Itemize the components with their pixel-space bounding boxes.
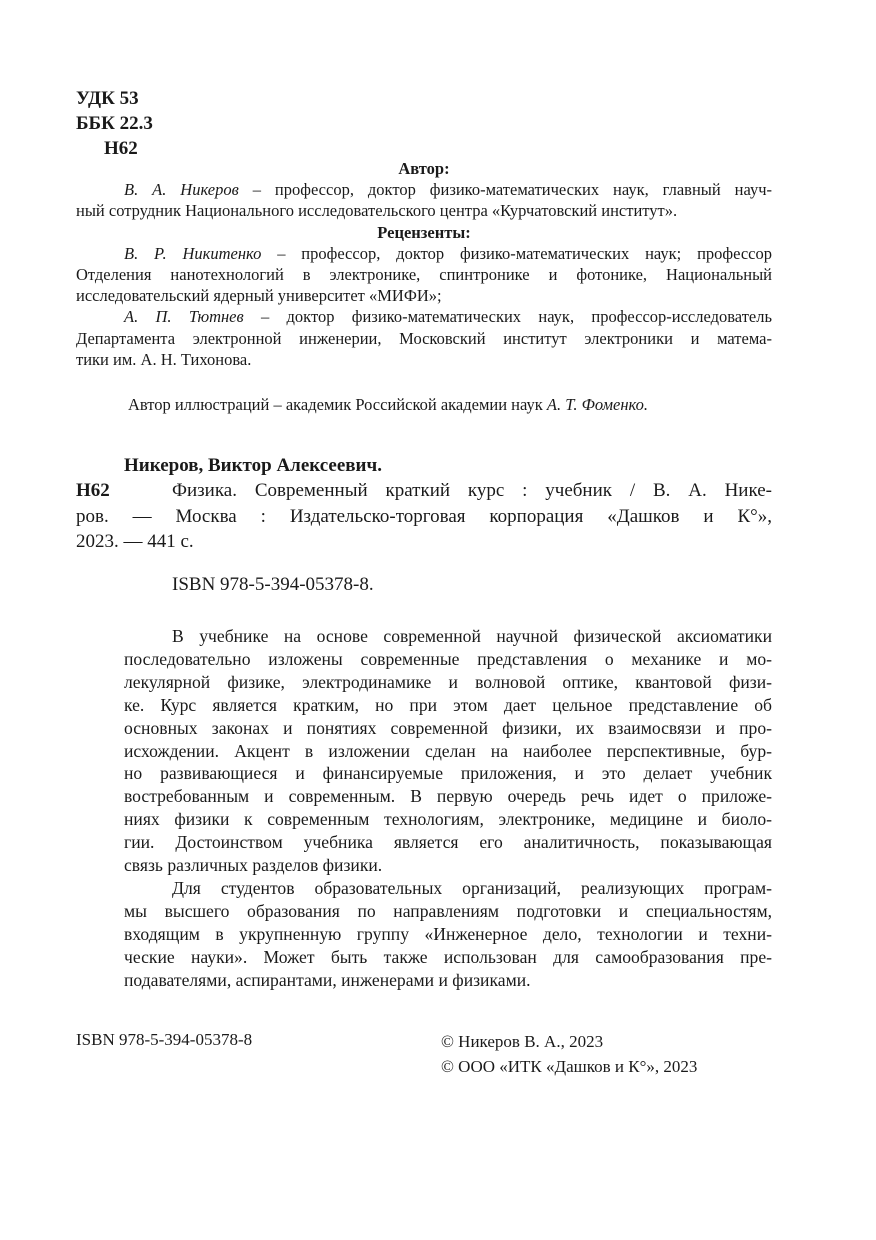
annotation-line: востребованным и современным. В первую очередь речь идет о приложе- bbox=[124, 786, 772, 807]
copyright-block bbox=[441, 1030, 697, 1079]
annotation-line: исхождении. Акцент в изложении сделан на наиболее перспективные, бур- bbox=[124, 740, 772, 761]
reviewer-line: – профессор, доктор физико-математических наук; профессор bbox=[261, 243, 772, 263]
udk-code: УДК 53 bbox=[76, 88, 139, 109]
author-paragraph bbox=[76, 179, 772, 221]
annotation-line: последовательно изложены современные представления о механике и мо- bbox=[124, 648, 772, 669]
author-line: ный сотрудник Национального исследовательского центра «Курчатовский институт». bbox=[76, 201, 678, 221]
reviewer-line: Отделения нанотехнологий в электронике, спинтронике и фотонике, Национальный bbox=[76, 265, 772, 285]
annotation-line: Для студентов образовательных организаций, реализующих програм- bbox=[172, 877, 772, 898]
reviewer-paragraph bbox=[76, 306, 772, 370]
annotation-line: мы высшего образования по направлениям подготовки и специальностям, bbox=[124, 900, 772, 921]
illustrations-credit bbox=[128, 395, 648, 415]
bibliographic-record bbox=[76, 453, 772, 555]
author-line: – профессор, доктор физико-математических наук, главный науч- bbox=[238, 180, 773, 200]
copyright-author: © Никеров В. А., 2023 bbox=[441, 1032, 604, 1051]
credits-block bbox=[76, 158, 772, 370]
reviewers-heading: Рецензенты: bbox=[377, 222, 471, 242]
reviewer-line: Департамента электронной инженерии, Московский институт электроники и матема- bbox=[76, 328, 772, 348]
annotation-line: связь различных разделов физики. bbox=[124, 855, 383, 876]
bib-isbn: ISBN 978-5-394-05378-8. bbox=[172, 574, 374, 595]
annotation-line: ниях физики к современным технологиям, электронике, медицине и биоло- bbox=[124, 809, 772, 830]
bib-line: Физика. Современный краткий курс : учебник / В. А. Нике- bbox=[172, 480, 772, 502]
bib-author-heading: Никеров, Виктор Алексеевич. bbox=[124, 455, 382, 476]
reviewer-line: тики им. А. Н. Тихонова. bbox=[76, 349, 252, 369]
annotation-line: входящим в укрупненную группу «Инженерное дело, технологии и техни- bbox=[124, 923, 772, 944]
reviewer-paragraph bbox=[76, 243, 772, 307]
annotation bbox=[124, 625, 772, 992]
bib-line: 2023. — 441 с. bbox=[76, 531, 194, 553]
annotation-line: основных законах и понятиях современной физики, их взаимосвязи и про- bbox=[124, 717, 772, 738]
illustrations-text: Автор иллюстраций – академик Российской академии наук bbox=[128, 395, 547, 414]
annotation-paragraph-1 bbox=[124, 625, 772, 877]
annotation-line: лекулярной физике, электродинамике и волновой оптике, квантовой физи- bbox=[124, 671, 772, 692]
author-heading: Автор: bbox=[398, 159, 450, 178]
bib-line: ров. — Москва : Издательско-торговая корпорация «Дашков и К°», bbox=[76, 505, 772, 527]
annotation-line: но развивающиеся и финансируемые приложения, и это делает учебник bbox=[124, 763, 772, 784]
annotation-line: подавателями, аспирантами, инженерами и физиками. bbox=[124, 969, 531, 990]
bib-code: Н62 bbox=[76, 480, 110, 502]
illustrator-name: А. Т. Фоменко. bbox=[546, 395, 649, 414]
footer-isbn: ISBN 978-5-394-05378-8 bbox=[76, 1030, 253, 1049]
annotation-line: В учебнике на основе современной научной физической аксиоматики bbox=[172, 626, 772, 646]
reviewer-line: исследовательский ядерный университет «МИФИ»; bbox=[76, 286, 442, 306]
annotation-line: гии. Достоинством учебника является его аналитичность, показывающая bbox=[124, 832, 772, 853]
copyright-publisher: © ООО «ИТК «Дашков и К°», 2023 bbox=[441, 1056, 698, 1076]
reviewer-name: В. Р. Никитенко bbox=[124, 243, 262, 263]
reviewer-line: – доктор физико-математических наук, профессор-исследователь bbox=[243, 307, 772, 327]
reviewer-name: А. П. Тютнев bbox=[124, 307, 244, 327]
classification-block bbox=[76, 86, 153, 161]
author-name: В. А. Никеров bbox=[124, 180, 239, 200]
annotation-line: ке. Курс является кратким, но при этом дает цельное представление об bbox=[124, 694, 772, 715]
annotation-paragraph-2 bbox=[124, 877, 772, 992]
author-mark: Н62 bbox=[104, 138, 138, 159]
annotation-line: ческие науки». Может быть также использован для самообразования пре- bbox=[124, 946, 772, 967]
bbk-code: ББК 22.3 bbox=[76, 113, 153, 134]
